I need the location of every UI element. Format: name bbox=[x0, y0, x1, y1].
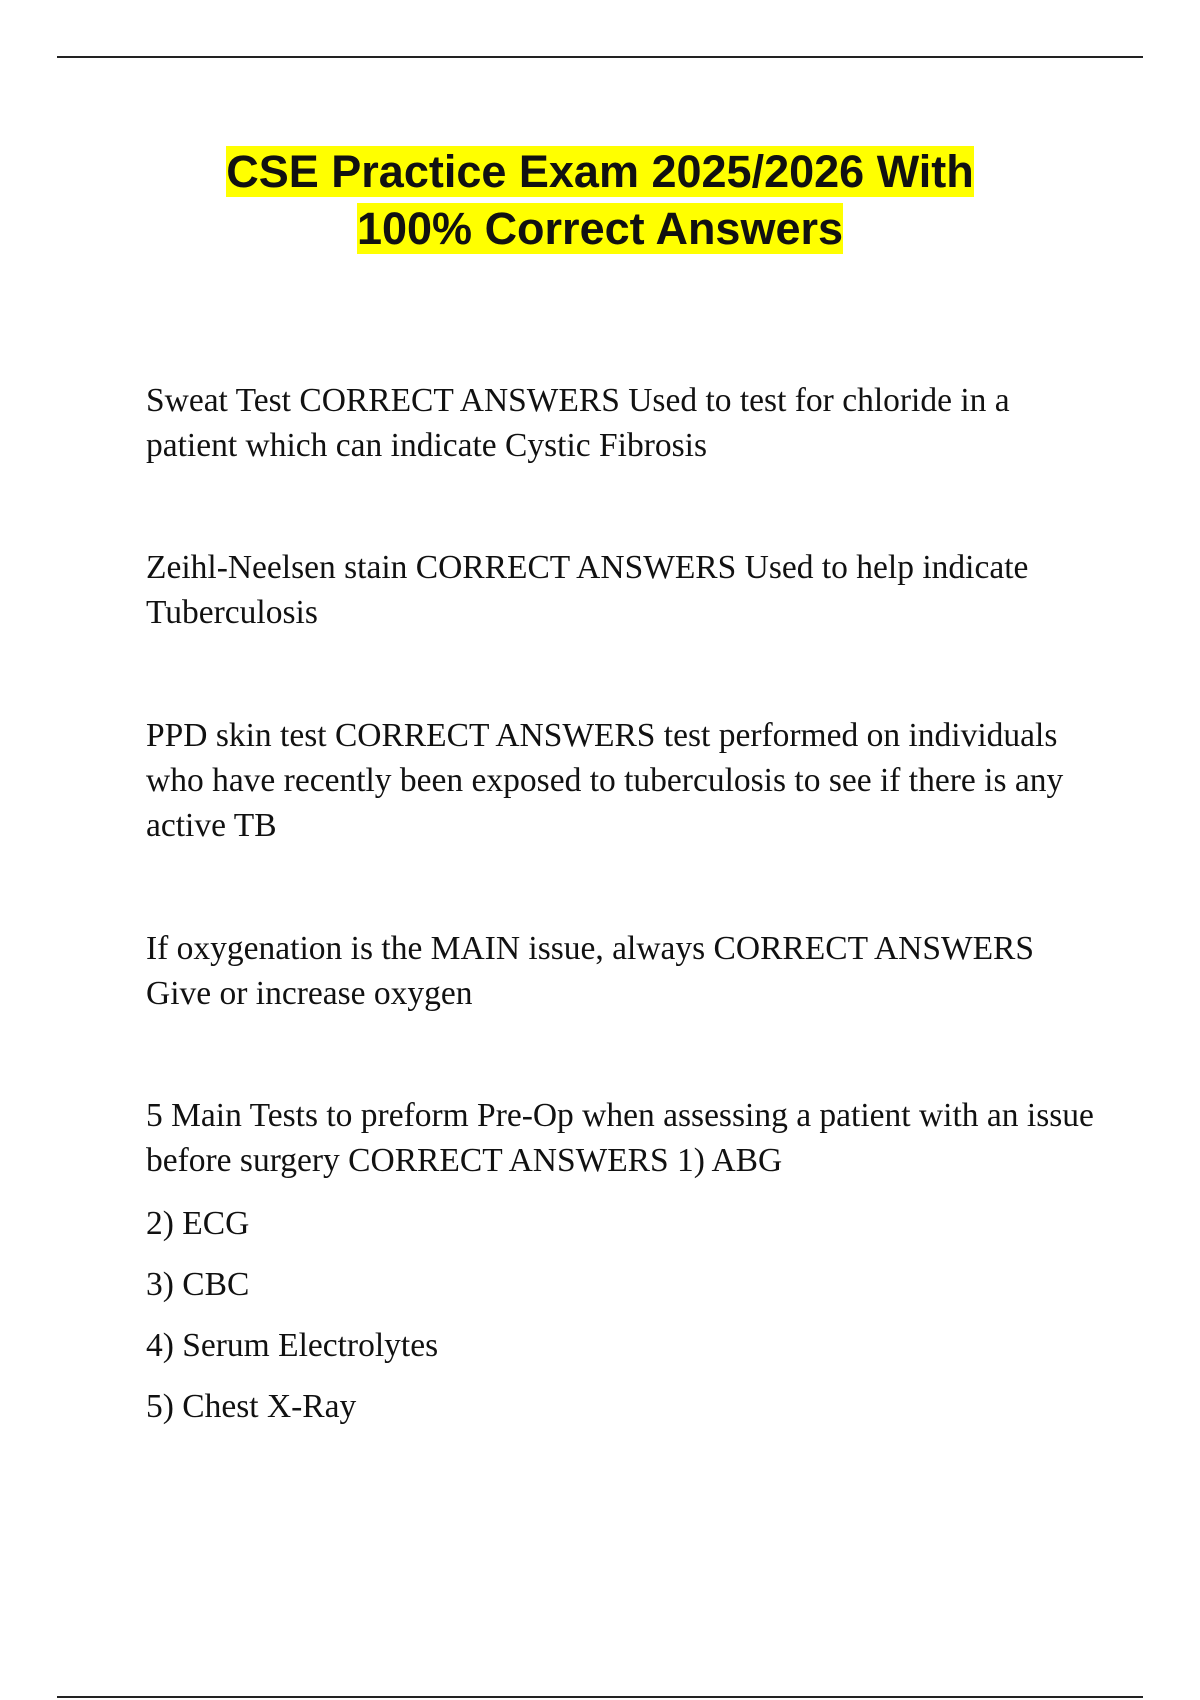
qa-entry-zeihl-neelsen: Zeihl-Neelsen stain CORRECT ANSWERS Used to help indicate Tuberculosis bbox=[146, 549, 1029, 631]
bottom-rule bbox=[57, 1696, 1143, 1698]
list-item-cbc: 3) CBC bbox=[146, 1266, 250, 1303]
list-item-chest-xray: 5) Chest X-Ray bbox=[146, 1388, 357, 1425]
qa-entry-oxygenation: If oxygenation is the MAIN issue, always CORRECT ANSWERS Give or increase oxygen bbox=[146, 930, 1035, 1012]
document-title bbox=[0, 143, 1200, 257]
qa-entry-ppd-skin-test: PPD skin test CORRECT ANSWERS test performed on individuals who have recently been exposed to tuberculosis to see if there is any active TB bbox=[146, 717, 1064, 844]
list-item-ecg: 2) ECG bbox=[146, 1205, 250, 1242]
top-rule bbox=[57, 56, 1143, 58]
title-line-2: 100% Correct Answers bbox=[356, 203, 844, 254]
qa-entry-sweat-test: Sweat Test CORRECT ANSWERS Used to test for chloride in a patient which can indicate Cystic Fibrosis bbox=[146, 382, 1010, 464]
list-item-serum-electrolytes: 4) Serum Electrolytes bbox=[146, 1327, 439, 1364]
title-line-1: CSE Practice Exam 2025/2026 With bbox=[226, 146, 974, 197]
qa-entry-pre-op-tests: 5 Main Tests to preform Pre-Op when assessing a patient with an issue before surgery CORRECT ANSWERS 1) ABG bbox=[146, 1097, 1094, 1179]
